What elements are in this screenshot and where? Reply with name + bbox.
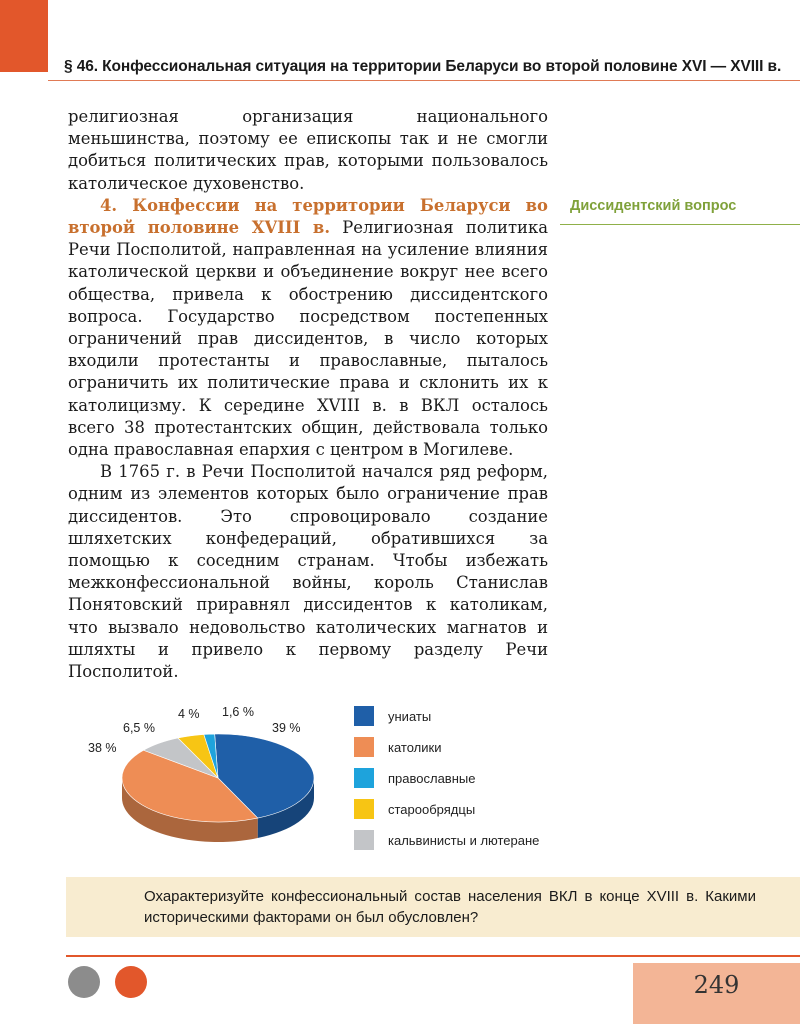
pie-value-label-3: 4 %	[178, 707, 200, 721]
paragraph-2	[68, 195, 548, 461]
pie-chart	[80, 700, 340, 860]
question-text: Охарактеризуйте конфессиональный состав населения ВКЛ в конце XVIII в. Какими историческими факторами он был обусловлен?	[144, 888, 756, 926]
legend-item	[354, 706, 594, 732]
legend-swatch	[354, 799, 374, 819]
legend-swatch	[354, 706, 374, 726]
legend-swatch	[354, 737, 374, 757]
pie-value-label-2: 1,6 %	[222, 705, 254, 719]
margin-note-divider	[560, 224, 800, 225]
legend-label: униаты	[388, 709, 432, 724]
main-text	[68, 106, 548, 683]
footer-divider	[66, 955, 800, 957]
pie-value-label-4: 6,5 %	[123, 721, 155, 735]
legend-item	[354, 737, 594, 763]
section-heading: 4. Конфессии на территории Беларуси во второй половине XVIII в.	[68, 195, 548, 238]
pie-value-label-0: 39 %	[272, 721, 301, 735]
legend-item	[354, 830, 594, 856]
paragraph-3: В 1765 г. в Речи Посполитой начался ряд реформ, одним из элементов которых было ограничение прав диссидентов. Это спровоцировало создание шляхетских конфедераций, обратившихся за помощью к соседним странам. Чтобы избежать межконфессиональной войны, король Станислав Понятовский приравнял диссидентов к католикам, что вызвало недовольство католических магнатов и шляхты и привело к первому разделу Речи Посполитой.	[68, 462, 548, 682]
legend-swatch	[354, 768, 374, 788]
margin-note: Диссидентский вопрос	[570, 198, 737, 214]
legend-swatch	[354, 830, 374, 850]
orange-circle-decoration	[115, 966, 147, 998]
legend-label: кальвинисты и лютеране	[388, 833, 540, 848]
paragraph-2-text: Религиозная политика Речи Посполитой, направленная на усиление влияния католической церкви и объединение вокруг нее всего общества, привела к обострению диссидентского вопроса. Государство посредством постепенных ограничений прав диссидентов, в число которых входили протестанты и православные, пыталось ограничить их политические права и склонить их к католицизму. К середине XVIII в. в ВКЛ осталось всего 38 протестантских общин, действовала только одна православная епархия с центром в Могилеве.	[68, 218, 548, 460]
page-number-box	[633, 963, 800, 1024]
pie-value-label-1: 38 %	[88, 741, 117, 755]
paragraph-1: религиозная организация национального меньшинства, поэтому ее епископы так и не смогли добиться политических прав, которыми пользовалось католическое духовенство.	[68, 107, 548, 193]
header-divider	[48, 80, 800, 81]
legend-label: католики	[388, 740, 442, 755]
legend-item	[354, 799, 594, 825]
page-number: 249	[693, 971, 740, 999]
pie-chart-svg	[80, 700, 340, 860]
question-box	[66, 877, 800, 937]
legend-item	[354, 768, 594, 794]
legend-label: старообрядцы	[388, 802, 476, 817]
corner-color-block	[0, 0, 48, 72]
legend-label: православные	[388, 771, 476, 786]
gray-circle-decoration	[68, 966, 100, 998]
running-header: § 46. Конфессиональная ситуация на территории Беларуси во второй половине XVI — XVIII в.	[64, 58, 782, 75]
